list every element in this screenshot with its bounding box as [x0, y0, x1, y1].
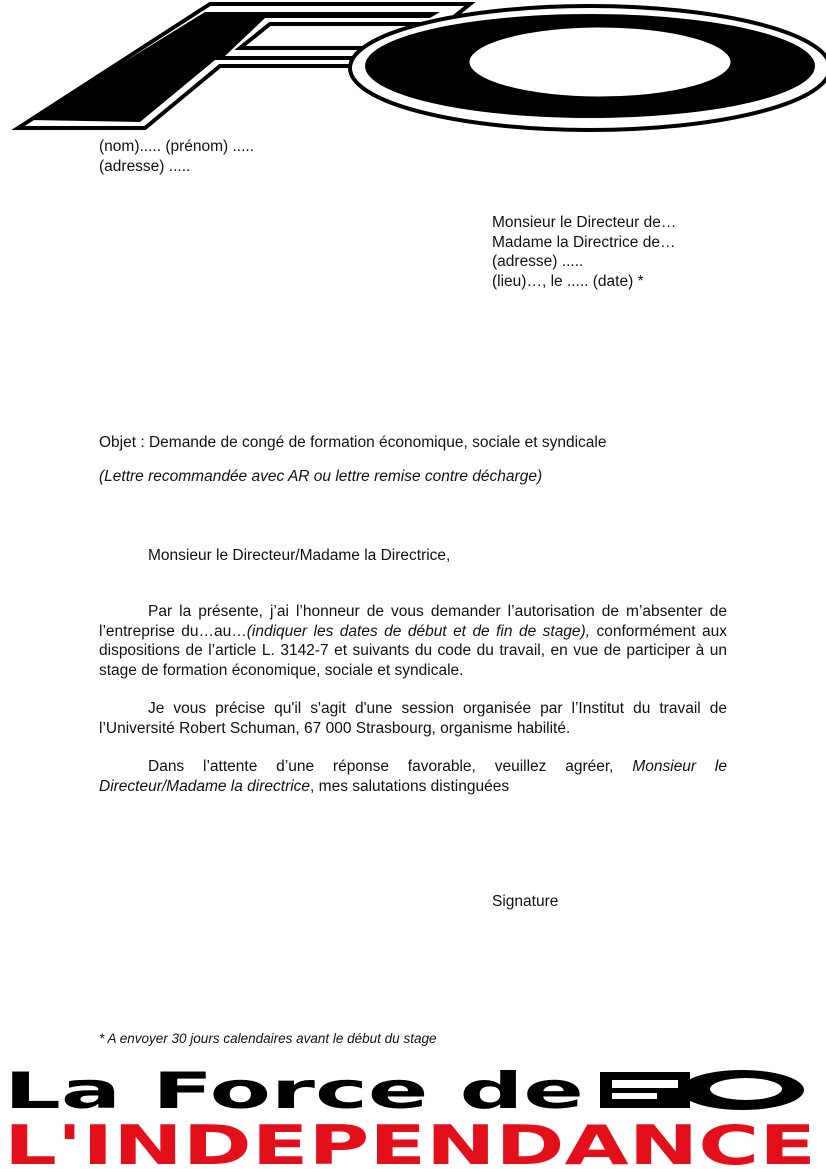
- recipient-line-director: Monsieur le Directeur de…: [492, 214, 677, 231]
- paragraph-request: [99, 602, 727, 680]
- banner-line-2: L'INDEPENDANCE: [4, 1114, 816, 1169]
- paragraph-closing-text: Dans l’attente d’une réponse favorable, veuillez agréer,: [148, 758, 633, 775]
- paragraph-request-text: Par la présente, j’ai l’honneur de vous demander l’autorisation de m’absenter de l’entreprise du…au…: [99, 603, 727, 640]
- paragraph-request-text-end: conformément aux dispositions de l’article L. 3142-7 et suivants du code du travail, en vue de participer à un stage de formation économique, sociale et syndicale.: [99, 622, 727, 679]
- recipient-block: [492, 213, 676, 291]
- footnote: * A envoyer 30 jours calendaires avant le début du stage: [99, 1031, 437, 1046]
- fo-logo: [0, 0, 826, 135]
- footer-banner: [0, 1060, 826, 1169]
- paragraph-session: Je vous précise qu'il s'agit d'une session organisée par l’Institut du travail de l’Université Robert Schuman, 67 000 Strasbourg, organisme habilité.: [99, 700, 727, 737]
- banner-line-1: La Force de: [4, 1062, 584, 1120]
- recipient-address: (adresse) .....: [492, 253, 584, 270]
- paragraph-closing-addressee: Monsieur le Directeur/Madame la directrice: [99, 758, 727, 795]
- fo-logo-o-shape: [350, 6, 826, 130]
- subject-line: Objet : Demande de congé de formation économique, sociale et syndicale: [99, 434, 607, 451]
- salutation: Monsieur le Directeur/Madame la Directrice,: [148, 547, 451, 564]
- recipient-line-directrice: Madame la Directrice de…: [492, 233, 676, 251]
- sender-name: (nom)..... (prénom) .....: [99, 138, 255, 155]
- sender-block: [99, 137, 254, 176]
- signature-label: Signature: [492, 893, 559, 910]
- place-date: (lieu)…, le ..... (date) *: [492, 272, 644, 290]
- sender-address: (adresse) .....: [99, 157, 191, 175]
- paragraph-request-dates-hint: (indiquer les dates de début et de fin de stage),: [246, 622, 591, 640]
- delivery-note: (Lettre recommandée avec AR ou lettre remise contre décharge): [99, 468, 543, 485]
- paragraph-closing: [99, 757, 727, 796]
- paragraph-closing-text-end: , mes salutations distinguées: [310, 777, 510, 795]
